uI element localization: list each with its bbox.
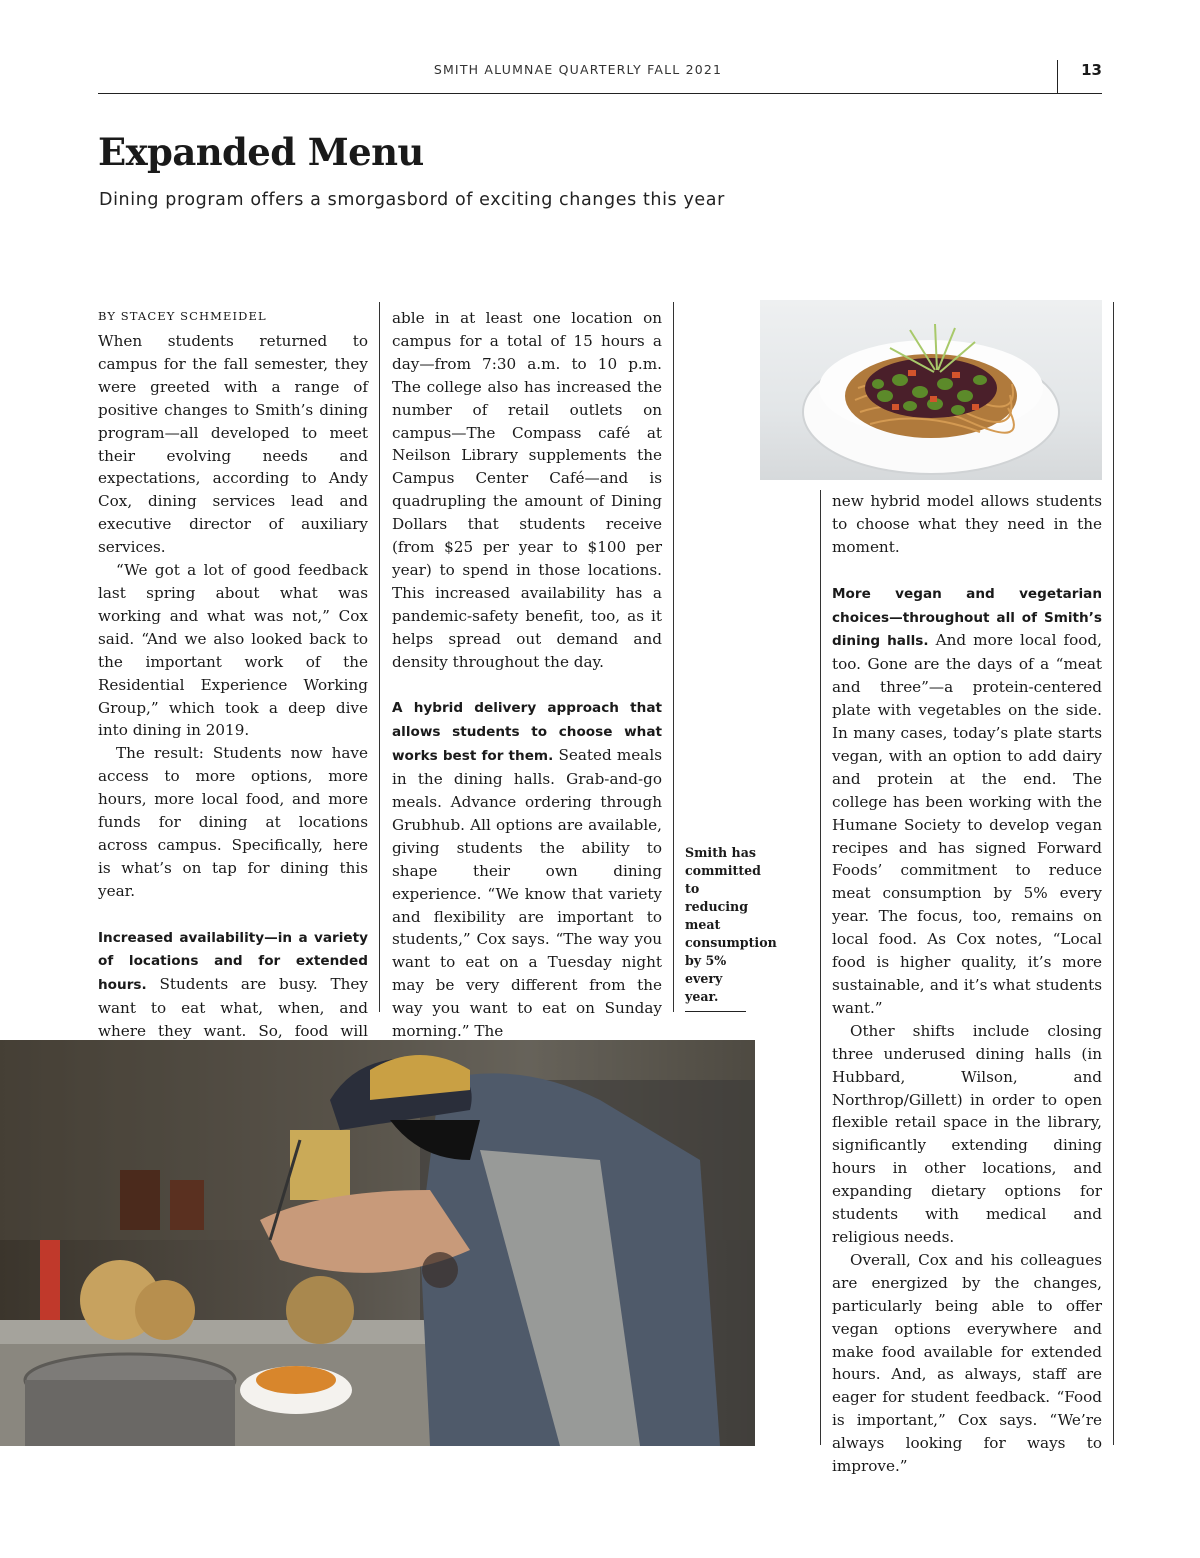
paragraph: “We got a lot of good feedback last spring about what was working and what was not,” Cox said. “And we also looked back to the important work of the Residential Experience Working Group,” which took a deep dive into dining in 2019. — [98, 561, 368, 740]
paragraph-text: And more local food, too. Gone are the days of a “meat and three”—a protein-centered plate with vegetables on the side. In many cases, today’s plate starts vegan, with an option to add dairy and protein at the end. The college has been working with the Humane Society to develop vegan recipes and has signed Forward Foods’ commitment to reduce meat consumption by 5% every year. The focus, too, remains on local food. As Cox notes, “Local food is higher quality, it’s more sustainable, and it’s what students want.” — [832, 631, 1102, 1017]
subhead: Increased availability—in a variety of locations and for extended hours. — [98, 929, 368, 994]
noodle-bowl-illustration — [760, 300, 1102, 480]
subhead: A hybrid delivery approach that allows students to choose what works best for them. — [392, 700, 662, 765]
header-divider — [1057, 60, 1058, 94]
paragraph — [392, 696, 662, 1043]
paragraph — [832, 582, 1102, 1020]
column-rule — [820, 490, 821, 1445]
chef-cooking-illustration — [0, 1040, 755, 1446]
page-number: 13 — [1081, 61, 1102, 79]
article-title: Expanded Menu — [98, 130, 424, 174]
byline: BY STACEY SCHMEIDEL — [98, 309, 267, 323]
paragraph-text: Students are busy. They want to eat what, when, and where they want. So, food will — [98, 975, 368, 1041]
pull-quote: Smith has committed to reducing meat consumption by 5% every year. — [685, 845, 777, 1004]
header-rule — [98, 93, 1102, 94]
column-rule — [1113, 302, 1114, 1445]
paragraph: new hybrid model allows students to choose what they need in the moment. — [832, 492, 1102, 556]
noodle-bowl-photo — [760, 300, 1102, 480]
paragraph: Other shifts include closing three underused dining halls (in Hubbard, Wilson, and Northrop/Gillett) in order to open flexible retail space in the library, significantly extending dining hours in other locations, and expanding dietary options for students with medical and religious needs. — [832, 1021, 1102, 1246]
paragraph: able in at least one location on campus for a total of 15 hours a day—from 7:30 a.m. to 10 p.m. The college also has increased the number of retail outlets on campus—The Compass café at Neilson Library supplements the Campus Center Café—and is quadrupling the amount of Dining Dollars that students receive (from $25 per year to $100 per year) to spend in those locations. This increased availability has a pandemic-safety benefit, too, as it helps spread out demand and density throughout the day. — [392, 309, 662, 671]
paragraph: When students returned to campus for the fall semester, they were greeted with a range of positive changes to Smith’s dining program—all developed to meet their evolving needs and expectations, according to Andy Cox, dining services lead and executive director of auxiliary services. — [98, 332, 368, 557]
paragraph-text: Seated meals in the dining halls. Grab-and-go meals. Advance ordering through Grubhub. All options are available, giving students the ability to shape their own dining experience. “We know that variety and flexibility are important to students,” Cox says. “The way you want to eat on a Tuesday night may be very different from the way you want to eat on Sunday morning.” The — [392, 746, 662, 1041]
pull-quote-rule — [685, 1011, 746, 1012]
running-head: SMITH ALUMNAE QUARTERLY FALL 2021 — [433, 62, 723, 77]
column-rule — [379, 302, 380, 1012]
column-2 — [392, 307, 662, 1043]
column-1 — [98, 307, 368, 1066]
article-deck: Dining program offers a smorgasbord of exciting changes this year — [99, 190, 725, 210]
paragraph: The result: Students now have access to more options, more hours, more local food, and more funds for dining at locations across campus. Specifically, here is what’s on tap for dining this year. — [98, 744, 368, 900]
column-3 — [832, 490, 1102, 1478]
chef-kitchen-photo — [0, 1040, 755, 1446]
column-rule — [673, 302, 674, 1012]
subhead: More vegan and vegetarian choices—throughout all of Smith’s dining halls. — [832, 585, 1102, 650]
paragraph: Overall, Cox and his colleagues are energized by the changes, particularly being able to offer vegan options everywhere and make food available for extended hours. And, as always, staff are eager for student feedback. “Food is important,” Cox says. “We’re always looking for ways to improve.” — [832, 1250, 1102, 1476]
